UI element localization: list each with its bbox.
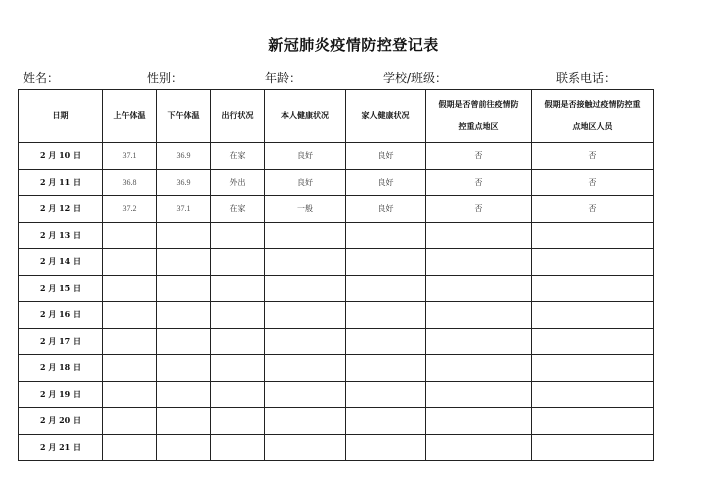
header-visited-area-line2: 控重点地区 xyxy=(458,122,499,131)
self-health-cell[interactable] xyxy=(265,222,346,249)
contact-cell[interactable] xyxy=(532,355,654,382)
am-temp-cell[interactable] xyxy=(103,328,157,355)
header-am-temp: 上午体温 xyxy=(103,90,157,143)
date-cell: 2 月 11 日 xyxy=(19,169,103,196)
date-cell: 2 月 10 日 xyxy=(19,143,103,170)
contact-cell[interactable] xyxy=(532,434,654,461)
phone-field-label: 联系电话： xyxy=(556,71,617,85)
header-visited-area xyxy=(426,90,532,143)
contact-cell[interactable] xyxy=(532,222,654,249)
date-cell: 2 月 12 日 xyxy=(19,196,103,223)
pm-temp-cell[interactable] xyxy=(157,434,211,461)
visited-area-cell[interactable]: 否 xyxy=(426,169,532,196)
am-temp-cell[interactable]: 37.1 xyxy=(103,143,157,170)
self-health-cell[interactable] xyxy=(265,408,346,435)
contact-cell[interactable]: 否 xyxy=(532,169,654,196)
age-field-label: 年龄： xyxy=(265,71,302,85)
visited-area-cell[interactable] xyxy=(426,355,532,382)
header-self-health: 本人健康状况 xyxy=(265,90,346,143)
table-row xyxy=(19,302,654,329)
visited-area-cell[interactable] xyxy=(426,434,532,461)
family-health-cell[interactable] xyxy=(346,275,426,302)
am-temp-cell[interactable]: 37.2 xyxy=(103,196,157,223)
personal-info-fields xyxy=(0,69,707,87)
family-health-cell[interactable]: 良好 xyxy=(346,196,426,223)
visited-area-cell[interactable] xyxy=(426,249,532,276)
header-family-health: 家人健康状况 xyxy=(346,90,426,143)
visited-area-cell[interactable] xyxy=(426,275,532,302)
visited-area-cell[interactable]: 否 xyxy=(426,196,532,223)
contact-cell[interactable] xyxy=(532,381,654,408)
travel-cell[interactable] xyxy=(211,328,265,355)
travel-cell[interactable] xyxy=(211,434,265,461)
self-health-cell[interactable] xyxy=(265,434,346,461)
registration-table xyxy=(18,89,654,461)
self-health-cell[interactable] xyxy=(265,275,346,302)
am-temp-cell[interactable] xyxy=(103,355,157,382)
self-health-cell[interactable]: 一般 xyxy=(265,196,346,223)
travel-cell[interactable]: 在家 xyxy=(211,143,265,170)
family-health-cell[interactable] xyxy=(346,249,426,276)
pm-temp-cell[interactable] xyxy=(157,381,211,408)
travel-cell[interactable] xyxy=(211,302,265,329)
travel-cell[interactable] xyxy=(211,275,265,302)
travel-cell[interactable]: 外出 xyxy=(211,169,265,196)
table-row xyxy=(19,249,654,276)
self-health-cell[interactable] xyxy=(265,381,346,408)
travel-cell[interactable] xyxy=(211,408,265,435)
table-row xyxy=(19,355,654,382)
self-health-cell[interactable] xyxy=(265,355,346,382)
travel-cell[interactable] xyxy=(211,355,265,382)
table-row xyxy=(19,408,654,435)
contact-cell[interactable] xyxy=(532,275,654,302)
date-cell: 2 月 15 日 xyxy=(19,275,103,302)
table-row xyxy=(19,169,654,196)
contact-cell[interactable] xyxy=(532,302,654,329)
gender-field-label: 性别： xyxy=(147,71,184,85)
header-contact xyxy=(532,90,654,143)
date-cell: 2 月 16 日 xyxy=(19,302,103,329)
pm-temp-cell[interactable] xyxy=(157,302,211,329)
header-contact-line2: 点地区人员 xyxy=(572,122,613,131)
visited-area-cell[interactable] xyxy=(426,408,532,435)
pm-temp-cell[interactable]: 37.1 xyxy=(157,196,211,223)
form-title: 新冠肺炎疫情防控登记表 xyxy=(268,36,439,54)
family-health-cell[interactable] xyxy=(346,434,426,461)
table-row xyxy=(19,434,654,461)
pm-temp-cell[interactable] xyxy=(157,222,211,249)
pm-temp-cell[interactable] xyxy=(157,249,211,276)
header-contact-line1: 假期是否接触过疫情防控重 xyxy=(544,100,641,109)
visited-area-cell[interactable] xyxy=(426,381,532,408)
family-health-cell[interactable] xyxy=(346,408,426,435)
visited-area-cell[interactable] xyxy=(426,222,532,249)
contact-cell[interactable]: 否 xyxy=(532,143,654,170)
table-row xyxy=(19,328,654,355)
family-health-cell[interactable] xyxy=(346,355,426,382)
header-visited-area-line1: 假期是否曾前往疫情防 xyxy=(438,100,519,109)
table-row xyxy=(19,196,654,223)
date-cell: 2 月 13 日 xyxy=(19,222,103,249)
pm-temp-cell[interactable] xyxy=(157,275,211,302)
date-cell: 2 月 20 日 xyxy=(19,408,103,435)
pm-temp-cell[interactable] xyxy=(157,408,211,435)
family-health-cell[interactable]: 良好 xyxy=(346,169,426,196)
header-travel: 出行状况 xyxy=(211,90,265,143)
header-pm-temp: 下午体温 xyxy=(157,90,211,143)
am-temp-cell[interactable] xyxy=(103,302,157,329)
visited-area-cell[interactable]: 否 xyxy=(426,143,532,170)
self-health-cell[interactable] xyxy=(265,302,346,329)
family-health-cell[interactable] xyxy=(346,222,426,249)
am-temp-cell[interactable] xyxy=(103,434,157,461)
header-date: 日期 xyxy=(19,90,103,143)
family-health-cell[interactable]: 良好 xyxy=(346,143,426,170)
date-cell: 2 月 19 日 xyxy=(19,381,103,408)
self-health-cell[interactable]: 良好 xyxy=(265,169,346,196)
contact-cell[interactable] xyxy=(532,328,654,355)
travel-cell[interactable] xyxy=(211,222,265,249)
family-health-cell[interactable] xyxy=(346,381,426,408)
self-health-cell[interactable] xyxy=(265,249,346,276)
family-health-cell[interactable] xyxy=(346,302,426,329)
contact-cell[interactable] xyxy=(532,408,654,435)
table-row xyxy=(19,381,654,408)
table-row xyxy=(19,143,654,170)
table-header-row xyxy=(19,90,654,143)
contact-cell[interactable]: 否 xyxy=(532,196,654,223)
am-temp-cell[interactable] xyxy=(103,222,157,249)
family-health-cell[interactable] xyxy=(346,328,426,355)
am-temp-cell[interactable] xyxy=(103,249,157,276)
pm-temp-cell[interactable] xyxy=(157,328,211,355)
contact-cell[interactable] xyxy=(532,249,654,276)
travel-cell[interactable] xyxy=(211,381,265,408)
pm-temp-cell[interactable]: 36.9 xyxy=(157,143,211,170)
pm-temp-cell[interactable] xyxy=(157,355,211,382)
table-row xyxy=(19,275,654,302)
name-field-label: 姓名： xyxy=(23,71,60,85)
travel-cell[interactable]: 在家 xyxy=(211,196,265,223)
travel-cell[interactable] xyxy=(211,249,265,276)
visited-area-cell[interactable] xyxy=(426,328,532,355)
date-cell: 2 月 14 日 xyxy=(19,249,103,276)
date-cell: 2 月 21 日 xyxy=(19,434,103,461)
date-cell: 2 月 17 日 xyxy=(19,328,103,355)
table-row xyxy=(19,222,654,249)
am-temp-cell[interactable] xyxy=(103,381,157,408)
school-class-field-label: 学校/班级： xyxy=(383,71,448,85)
date-cell: 2 月 18 日 xyxy=(19,355,103,382)
am-temp-cell[interactable] xyxy=(103,275,157,302)
am-temp-cell[interactable] xyxy=(103,408,157,435)
visited-area-cell[interactable] xyxy=(426,302,532,329)
am-temp-cell[interactable]: 36.8 xyxy=(103,169,157,196)
pm-temp-cell[interactable]: 36.9 xyxy=(157,169,211,196)
self-health-cell[interactable]: 良好 xyxy=(265,143,346,170)
self-health-cell[interactable] xyxy=(265,328,346,355)
